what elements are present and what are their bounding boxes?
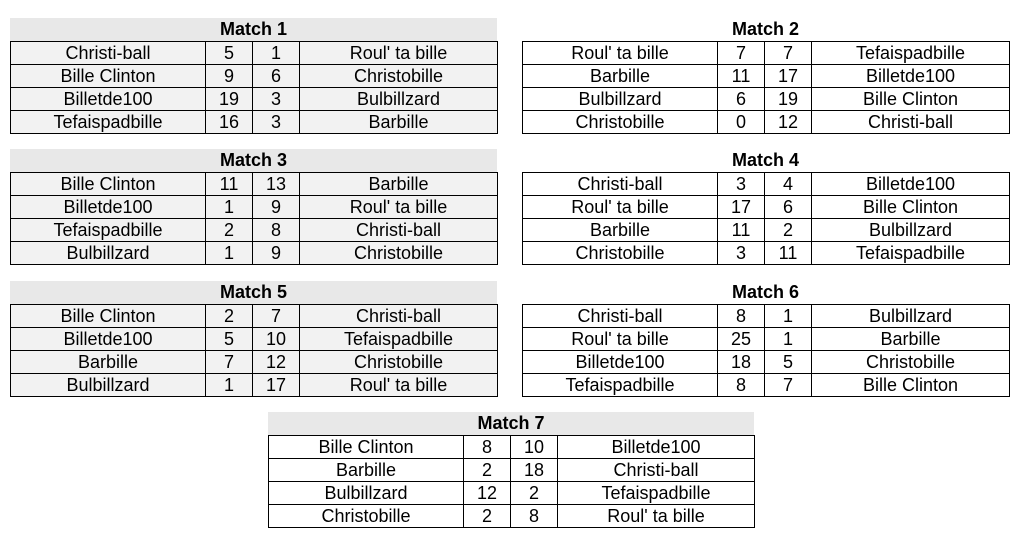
away-score: 8: [253, 219, 300, 242]
away-score: 17: [765, 65, 812, 88]
table-row: [11, 351, 498, 374]
away-team: Billetde100: [812, 65, 1010, 88]
home-score: 5: [206, 42, 253, 65]
away-team: Christobille: [300, 65, 498, 88]
home-score: 25: [718, 328, 765, 351]
table-row: [11, 305, 498, 328]
home-team: Barbille: [523, 219, 718, 242]
away-team: Bulbillzard: [812, 219, 1010, 242]
table-row: [523, 111, 1010, 134]
table-row: [523, 374, 1010, 397]
away-team: Christi-ball: [300, 219, 498, 242]
away-score: 18: [511, 459, 558, 482]
away-score: 11: [765, 242, 812, 265]
home-team: Bulbillzard: [11, 374, 206, 397]
match-title: Match 4: [522, 149, 1009, 172]
away-score: 9: [253, 242, 300, 265]
home-team: Christi-ball: [523, 173, 718, 196]
table-row: [523, 351, 1010, 374]
away-score: 4: [765, 173, 812, 196]
match-title: Match 1: [10, 18, 497, 41]
home-score: 2: [464, 459, 511, 482]
home-score: 2: [464, 505, 511, 528]
home-team: Barbille: [11, 351, 206, 374]
away-score: 1: [253, 42, 300, 65]
match-title: Match 7: [268, 412, 754, 435]
away-team: Christi-ball: [558, 459, 755, 482]
table-row: [11, 88, 498, 111]
away-score: 12: [765, 111, 812, 134]
home-team: Christobille: [523, 242, 718, 265]
away-score: 7: [765, 42, 812, 65]
home-team: Tefaispadbille: [523, 374, 718, 397]
home-score: 1: [206, 196, 253, 219]
home-team: Christobille: [269, 505, 464, 528]
away-team: Roul' ta bille: [558, 505, 755, 528]
home-score: 19: [206, 88, 253, 111]
match-table: [522, 172, 1010, 265]
away-team: Bille Clinton: [812, 88, 1010, 111]
table-row: [523, 219, 1010, 242]
table-row: [11, 65, 498, 88]
home-score: 3: [718, 242, 765, 265]
table-row: [523, 328, 1010, 351]
home-score: 16: [206, 111, 253, 134]
home-score: 17: [718, 196, 765, 219]
away-score: 7: [253, 305, 300, 328]
away-score: 5: [765, 351, 812, 374]
away-team: Bulbillzard: [300, 88, 498, 111]
match-1-block: [10, 18, 497, 134]
home-team: Barbille: [523, 65, 718, 88]
home-score: 2: [206, 219, 253, 242]
match-table: [522, 41, 1010, 134]
table-row: [11, 328, 498, 351]
home-score: 11: [718, 219, 765, 242]
home-team: Billetde100: [523, 351, 718, 374]
home-team: Bulbillzard: [11, 242, 206, 265]
away-team: Christobille: [300, 242, 498, 265]
home-team: Christobille: [523, 111, 718, 134]
home-score: 6: [718, 88, 765, 111]
away-score: 6: [253, 65, 300, 88]
away-team: Roul' ta bille: [300, 196, 498, 219]
away-team: Tefaispadbille: [812, 42, 1010, 65]
match-table: [522, 304, 1010, 397]
away-score: 10: [253, 328, 300, 351]
home-team: Bulbillzard: [523, 88, 718, 111]
away-team: Billetde100: [558, 436, 755, 459]
table-row: [11, 173, 498, 196]
away-team: Barbille: [300, 173, 498, 196]
home-team: Tefaispadbille: [11, 111, 206, 134]
table-row: [11, 242, 498, 265]
home-team: Billetde100: [11, 88, 206, 111]
match-table: [10, 304, 498, 397]
table-row: [523, 196, 1010, 219]
away-team: Tefaispadbille: [812, 242, 1010, 265]
home-team: Billetde100: [11, 196, 206, 219]
home-score: 7: [206, 351, 253, 374]
table-row: [11, 196, 498, 219]
table-row: [523, 42, 1010, 65]
home-score: 1: [206, 242, 253, 265]
match-table: [10, 172, 498, 265]
table-row: [11, 42, 498, 65]
table-row: [11, 111, 498, 134]
away-team: Roul' ta bille: [300, 42, 498, 65]
table-row: [523, 65, 1010, 88]
away-score: 3: [253, 111, 300, 134]
away-team: Bille Clinton: [812, 196, 1010, 219]
home-team: Billetde100: [11, 328, 206, 351]
table-row: [269, 482, 755, 505]
home-score: 9: [206, 65, 253, 88]
home-team: Bille Clinton: [269, 436, 464, 459]
table-row: [523, 242, 1010, 265]
table-row: [523, 173, 1010, 196]
match-6-block: [522, 281, 1009, 397]
match-title: Match 3: [10, 149, 497, 172]
home-team: Roul' ta bille: [523, 196, 718, 219]
away-team: Christobille: [812, 351, 1010, 374]
away-team: Bulbillzard: [812, 305, 1010, 328]
away-team: Christi-ball: [812, 111, 1010, 134]
away-team: Tefaispadbille: [558, 482, 755, 505]
table-row: [269, 505, 755, 528]
home-team: Bulbillzard: [269, 482, 464, 505]
home-score: 8: [464, 436, 511, 459]
home-score: 12: [464, 482, 511, 505]
match-2-block: [522, 18, 1009, 134]
home-team: Christi-ball: [523, 305, 718, 328]
table-row: [269, 459, 755, 482]
home-score: 7: [718, 42, 765, 65]
table-row: [11, 374, 498, 397]
away-team: Roul' ta bille: [300, 374, 498, 397]
match-table: [10, 41, 498, 134]
away-score: 1: [765, 328, 812, 351]
home-team: Bille Clinton: [11, 305, 206, 328]
away-score: 12: [253, 351, 300, 374]
away-score: 19: [765, 88, 812, 111]
match-table: [268, 435, 755, 528]
home-score: 0: [718, 111, 765, 134]
home-score: 3: [718, 173, 765, 196]
home-score: 18: [718, 351, 765, 374]
match-4-block: [522, 149, 1009, 265]
away-score: 7: [765, 374, 812, 397]
home-team: Roul' ta bille: [523, 328, 718, 351]
home-team: Roul' ta bille: [523, 42, 718, 65]
home-team: Bille Clinton: [11, 65, 206, 88]
away-score: 13: [253, 173, 300, 196]
away-team: Billetde100: [812, 173, 1010, 196]
home-score: 11: [718, 65, 765, 88]
match-7-block: [268, 412, 754, 528]
away-score: 1: [765, 305, 812, 328]
match-title: Match 2: [522, 18, 1009, 41]
away-score: 2: [511, 482, 558, 505]
home-score: 1: [206, 374, 253, 397]
table-row: [523, 88, 1010, 111]
away-team: Christi-ball: [300, 305, 498, 328]
table-row: [11, 219, 498, 242]
away-team: Bille Clinton: [812, 374, 1010, 397]
away-score: 3: [253, 88, 300, 111]
away-score: 6: [765, 196, 812, 219]
home-score: 5: [206, 328, 253, 351]
away-score: 9: [253, 196, 300, 219]
away-score: 10: [511, 436, 558, 459]
away-team: Christobille: [300, 351, 498, 374]
match-5-block: [10, 281, 497, 397]
away-score: 17: [253, 374, 300, 397]
match-title: Match 5: [10, 281, 497, 304]
match-title: Match 6: [522, 281, 1009, 304]
away-team: Barbille: [812, 328, 1010, 351]
table-row: [269, 436, 755, 459]
away-team: Tefaispadbille: [300, 328, 498, 351]
home-score: 11: [206, 173, 253, 196]
home-team: Barbille: [269, 459, 464, 482]
home-score: 8: [718, 305, 765, 328]
home-team: Tefaispadbille: [11, 219, 206, 242]
table-row: [523, 305, 1010, 328]
home-team: Bille Clinton: [11, 173, 206, 196]
away-score: 8: [511, 505, 558, 528]
away-score: 2: [765, 219, 812, 242]
home-score: 2: [206, 305, 253, 328]
away-team: Barbille: [300, 111, 498, 134]
home-score: 8: [718, 374, 765, 397]
match-3-block: [10, 149, 497, 265]
home-team: Christi-ball: [11, 42, 206, 65]
